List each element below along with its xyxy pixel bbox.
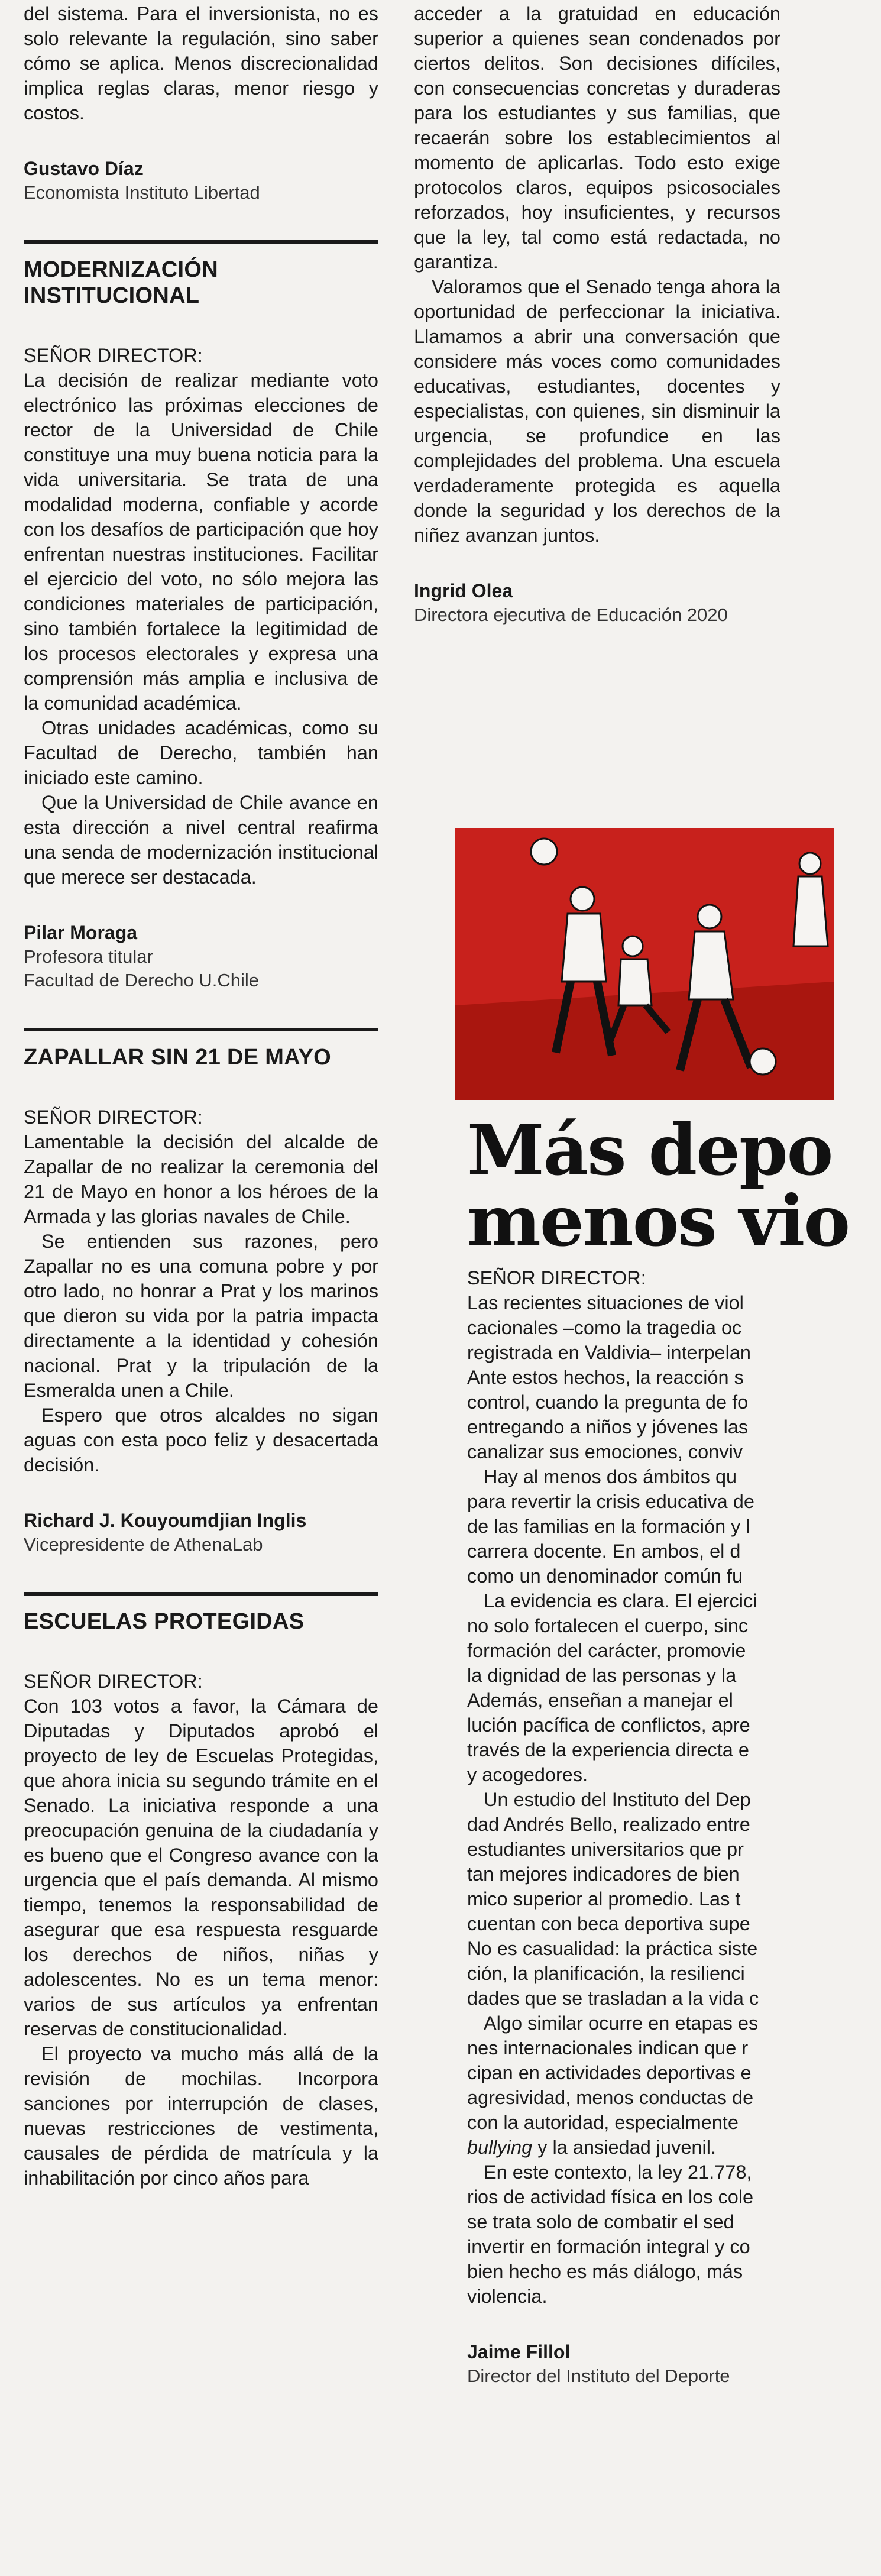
feature-line: Un estudio del Instituto del Dep <box>484 1789 751 1810</box>
feature-title-line-1: Más depo <box>467 1109 833 1191</box>
feature-line: bien hecho es más diálogo, más <box>467 2261 743 2282</box>
feature-line: control, cuando la pregunta de fo <box>467 1391 749 1413</box>
feature-line: Las recientes situaciones de viol <box>467 1292 744 1313</box>
player-head-1 <box>571 887 594 911</box>
feature-line: y acogedores. <box>467 1764 588 1785</box>
sports-illustration <box>455 828 834 1100</box>
feature-line: formación del carácter, promovie <box>467 1640 746 1661</box>
section-divider <box>24 240 378 244</box>
player-head-3 <box>698 905 721 928</box>
paragraph: La decisión de realizar mediante voto electrónico las próximas elecciones de rector de la Universidad de Chile constituye una muy buena noticia para la vida universitaria. Se trata de una modalidad moderna, confiable y acorde con los desafíos de participación que hoy enfrentan nuestras instituciones. Facilitar el ejercicio del voto, no sólo mejora las condiciones materiales de participación, sino también fortalece la legitimidad de los procesos electorales y expresa una comprensión más amplia e inclusiva de la comunidad académica. <box>24 370 378 714</box>
feature-title <box>467 1109 881 1262</box>
feature-line: cuentan con beca deportiva supe <box>467 1913 750 1934</box>
player-head-4 <box>799 853 821 874</box>
feature-line: no solo fortalecen el cuerpo, sinc <box>467 1615 749 1636</box>
paragraph: Lamentable la decisión del alcalde de Zapallar de no realizar la ceremonia del 21 de Mayo en honor a los héroes de la Armada y las glorias navales de Chile. <box>24 1131 378 1227</box>
feature-line: cipan en actividades deportivas e <box>467 2062 752 2083</box>
signature-title: Profesora titular <box>24 946 153 967</box>
salutation: SEÑOR DIRECTOR: <box>24 345 203 366</box>
feature-line: mico superior al promedio. Las t <box>467 1888 741 1910</box>
signature-name: Jaime Fillol <box>467 2341 571 2363</box>
section-divider <box>24 1028 378 1031</box>
letter-heading: ZAPALLAR SIN 21 DE MAYO <box>24 1045 331 1070</box>
signature-affiliation: Facultad de Derecho U.Chile <box>24 970 260 991</box>
player-body-1 <box>562 914 606 982</box>
feature-line: cacionales –como la tragedia oc <box>467 1317 742 1338</box>
feature-line: la dignidad de las personas y la <box>467 1665 737 1686</box>
feature-line: Algo similar ocurre en etapas es <box>484 2012 759 2034</box>
paragraph: Espero que otros alcaldes no sigan aguas con esta poco feliz y desacertada decisión. <box>24 1404 378 1475</box>
feature-line: entregando a niños y jóvenes las <box>467 1416 749 1438</box>
letter-heading: ESCUELAS PROTEGIDAS <box>24 1609 305 1634</box>
feature-line: En este contexto, la ley 21.778, <box>484 2161 752 2183</box>
feature-column <box>467 1266 822 2388</box>
signature-name: Pilar Moraga <box>24 922 138 943</box>
letters-column-left <box>24 0 378 2190</box>
letter-heading: MODERNIZACIÓN INSTITUCIONAL <box>24 257 218 308</box>
feature-line: través de la experiencia directa e <box>467 1739 749 1761</box>
feature-line: carrera docente. En ambos, el d <box>467 1541 741 1562</box>
feature-line: No es casualidad: la práctica siste <box>467 1938 758 1959</box>
feature-line: tan mejores indicadores de bien <box>467 1863 740 1885</box>
feature-line: violencia. <box>467 2286 548 2307</box>
signature-title: Economista Instituto Libertad <box>24 182 260 203</box>
feature-line: dades que se trasladan a la vida c <box>467 1988 759 2009</box>
feature-title-line-2: menos vio <box>467 1180 850 1262</box>
salutation: SEÑOR DIRECTOR: <box>467 1267 646 1289</box>
feature-line: La evidencia es clara. El ejercici <box>484 1590 757 1611</box>
signature-title: Directora ejecutiva de Educación 2020 <box>414 604 728 625</box>
section-divider <box>24 1592 378 1596</box>
feature-line: como un denominador común fu <box>467 1565 743 1587</box>
salutation: SEÑOR DIRECTOR: <box>24 1106 203 1128</box>
feature-line: invertir en formación integral y co <box>467 2236 750 2257</box>
salutation: SEÑOR DIRECTOR: <box>24 1671 203 1692</box>
feature-line: rios de actividad física en los cole <box>467 2186 754 2208</box>
feature-line: ción, la planificación, la resilienci <box>467 1963 745 1984</box>
soccer-ball-icon <box>750 1048 776 1075</box>
paragraph: Valoramos que el Senado tenga ahora la oportunidad de perfeccionar la iniciativa. Llamamos a abrir una conversación que considere más voces como comunidades educativas, estudiantes, docentes y especialistas, con quienes, sin disminuir la urgencia, se profundice en las complejidades del problema. Una escuela verdaderamente protegida es aquella donde la seguridad y los derechos de la niñez avanzan juntos. <box>414 276 780 546</box>
player-body-4 <box>793 876 828 946</box>
feature-line: registrada en Valdivia– interpelan <box>467 1342 751 1363</box>
signature-title: Director del Instituto del Deporte <box>467 2365 730 2386</box>
basketball-icon <box>531 839 557 865</box>
feature-line: agresividad, menos conductas de <box>467 2087 754 2108</box>
signature-name: Gustavo Díaz <box>24 158 144 179</box>
signature-name: Richard J. Kouyoumdjian Inglis <box>24 1510 307 1531</box>
signature-name: Ingrid Olea <box>414 580 513 601</box>
paragraph: El proyecto va mucho más allá de la revisión de mochilas. Incorpora sanciones por interrupción de clases, nuevas restricciones de vestimenta, causales de pérdida de matrícula y la inhabilitación por cinco años para <box>24 2043 378 2189</box>
letter-body <box>24 1130 378 1477</box>
feature-body <box>467 1290 822 2309</box>
paragraph: Que la Universidad de Chile avance en esta dirección a nivel central reafirma una senda de modernización institucional que merece ser destacada. <box>24 792 378 888</box>
feature-line: Además, enseñan a manejar el <box>467 1690 733 1711</box>
feature-line: lución pacífica de conflictos, apre <box>467 1714 750 1736</box>
continued-letter-text: del sistema. Para el inversionista, no es solo relevante la regulación, sino saber cómo se aplica. Menos discrecionalidad implica reglas claras, menor riesgo y costos. <box>24 3 378 124</box>
letter-body <box>24 368 378 889</box>
feature-line: bullying y la ansiedad juvenil. <box>467 2137 716 2158</box>
feature-line: Hay al menos dos ámbitos qu <box>484 1466 737 1487</box>
letters-column-middle <box>414 0 780 627</box>
paragraph: acceder a la gratuidad en educación superior a quienes sean condenados por ciertos delitos. Son decisiones difíciles, con consecuencias concretas y duraderas para los estudiantes y sus familias, que recaerán sobre los establecimientos al momento de aplicarlas. Todo esto exige protocolos claros, equipos psicosociales reforzados, hoy insuficientes, y recursos que la ley, tal como está redactada, no garantiza. <box>414 3 780 273</box>
player-body-3 <box>689 931 733 999</box>
feature-line: estudiantes universitarios que pr <box>467 1839 744 1860</box>
feature-line: de las familias en la formación y l <box>467 1516 750 1537</box>
paragraph: Otras unidades académicas, como su Facultad de Derecho, también han iniciado este camino. <box>24 717 378 788</box>
italic-term: bullying <box>467 2137 533 2158</box>
feature-line: canalizar sus emociones, conviv <box>467 1441 743 1462</box>
letter-body <box>24 1694 378 2190</box>
paragraph: Con 103 votos a favor, la Cámara de Diputadas y Diputados aprobó el proyecto de ley de Escuelas Protegidas, que ahora inicia su segundo trámite en el Senado. La iniciativa responde a una preocupación genuina de la ciudadanía y es bueno que el Congreso avance con la urgencia que el país demanda. Al mismo tiempo, tenemos la responsabilidad de asegurar que esa respuesta resguarde los derechos de niños, niñas y adolescentes. No es un tema menor: varios de sus artículos ya enfrentan reservas de constitucionalidad. <box>24 1695 378 2040</box>
signature-title: Vicepresidente de AthenaLab <box>24 1534 263 1555</box>
player-head-2 <box>623 936 643 956</box>
paragraph: Se entienden sus razones, pero Zapallar no es una comuna pobre y por otro lado, no honrar a Prat y los marinos que dieron su vida por la patria impacta directamente a la identidad y cohesión nacional. Prat y la tripulación de la Esmeralda unen a Chile. <box>24 1231 378 1401</box>
feature-line: se trata solo de combatir el sed <box>467 2211 734 2232</box>
feature-line: dad Andrés Bello, realizado entre <box>467 1814 750 1835</box>
feature-line: con la autoridad, especialmente <box>467 2112 739 2133</box>
sports-illustration-svg <box>455 828 834 1100</box>
feature-line: nes internacionales indican que r <box>467 2037 749 2059</box>
feature-line: para revertir la crisis educativa de <box>467 1491 754 1512</box>
player-body-2 <box>618 959 652 1005</box>
feature-line: Ante estos hechos, la reacción s <box>467 1367 744 1388</box>
